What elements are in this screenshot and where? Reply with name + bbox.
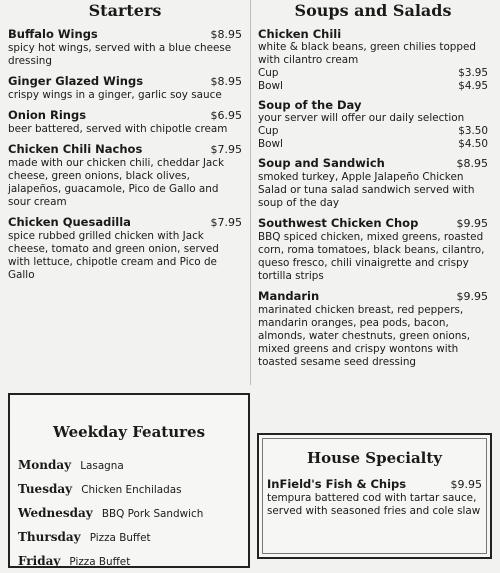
feature-item: Chicken Enchiladas xyxy=(81,484,182,496)
menu-item xyxy=(8,215,242,282)
weekday-features-title: Weekday Features xyxy=(52,423,206,441)
item-price: $7.95 xyxy=(210,216,242,229)
menu-item-soup-of-day xyxy=(258,98,488,150)
feature-day: Wednesday xyxy=(18,506,93,520)
feature-row xyxy=(18,549,248,573)
feature-item: Pizza Buffet xyxy=(89,532,151,544)
feature-item: Lasagna xyxy=(80,460,124,472)
feature-day: Monday xyxy=(18,458,72,472)
item-name: Chicken Quesadilla xyxy=(8,215,131,229)
house-specialty-box xyxy=(257,433,492,559)
soups-section xyxy=(258,0,488,375)
feature-row xyxy=(18,453,248,477)
size-price: $4.95 xyxy=(458,79,488,92)
size-row-cup xyxy=(258,67,488,80)
item-description: made with our chicken chili, cheddar Jack cheese, green onions, black olives, jalapeños, guacamole, Pico de Gallo and sour cream xyxy=(8,157,225,208)
item-price: $8.95 xyxy=(456,157,488,170)
menu-item xyxy=(8,108,242,136)
item-price: $9.95 xyxy=(456,217,488,230)
size-label: Bowl xyxy=(258,79,283,92)
size-price: $3.50 xyxy=(458,125,488,137)
feature-row xyxy=(18,501,248,525)
item-description: white & black beans, green chilies topped with cilantro cream xyxy=(258,41,476,66)
menu-item-fish-chips xyxy=(267,477,482,518)
item-price: $7.95 xyxy=(210,143,242,156)
feature-row xyxy=(18,525,248,549)
menu-item xyxy=(8,74,242,102)
item-description: beer battered, served with chipotle cream xyxy=(8,123,228,135)
item-price: $9.95 xyxy=(450,478,482,491)
item-description: crispy wings in a ginger, garlic soy sauce xyxy=(8,89,222,101)
column-divider xyxy=(250,0,251,385)
item-price: $9.95 xyxy=(456,290,488,303)
soups-title: Soups and Salads xyxy=(294,1,452,20)
item-description: smoked turkey, Apple Jalapeño Chicken Salad or tuna salad sandwich served with soup of the day xyxy=(258,171,475,209)
item-name: Onion Rings xyxy=(8,108,87,122)
item-price: $8.95 xyxy=(210,28,242,41)
size-row-cup xyxy=(258,125,488,138)
item-price: $6.95 xyxy=(210,109,242,122)
menu-item xyxy=(258,216,488,283)
size-label: Cup xyxy=(258,125,279,137)
item-name: Mandarin xyxy=(258,289,320,303)
item-description: spice rubbed grilled chicken with Jack cheese, tomato and green onion, served with lettuce, chipotle cream and Pico de Gallo xyxy=(8,230,219,281)
feature-day: Thursday xyxy=(18,530,81,544)
item-price: $8.95 xyxy=(210,75,242,88)
house-specialty-title: House Specialty xyxy=(306,449,443,467)
item-description: spicy hot wings, served with a blue cheese dressing xyxy=(8,42,232,67)
size-price: $4.50 xyxy=(458,137,488,150)
menu-item-chicken-chili xyxy=(258,27,488,92)
item-name: Chicken Chili xyxy=(258,27,342,41)
item-name: InField's Fish & Chips xyxy=(267,477,407,491)
item-name: Soup and Sandwich xyxy=(258,156,385,170)
feature-item: Pizza Buffet xyxy=(69,556,131,568)
feature-day: Friday xyxy=(18,554,61,568)
feature-row xyxy=(18,477,248,501)
item-name: Buffalo Wings xyxy=(8,27,98,41)
item-description: tempura battered cod with tartar sauce, served with seasoned fries and cole slaw xyxy=(267,492,481,517)
menu-item xyxy=(8,27,242,68)
item-name: Ginger Glazed Wings xyxy=(8,74,144,88)
size-row-bowl xyxy=(258,80,488,93)
size-label: Cup xyxy=(258,67,279,79)
item-description: your server will offer our daily selection xyxy=(258,112,465,124)
item-description: marinated chicken breast, red peppers, mandarin oranges, pea pods, bacon, almonds, water chestnuts, green onions, mixed greens and crispy wontons with toasted sesame seed dressing xyxy=(258,304,471,368)
menu-item xyxy=(258,289,488,369)
item-description: BBQ spiced chicken, mixed greens, roasted corn, roma tomatoes, black beans, cilantro, queso fresco, chili vinaigrette and crispy tortilla strips xyxy=(258,231,485,282)
menu-item xyxy=(258,156,488,210)
feature-item: BBQ Pork Sandwich xyxy=(101,508,204,520)
menu-item xyxy=(8,142,242,209)
starters-section xyxy=(8,0,242,288)
feature-day: Tuesday xyxy=(18,482,73,496)
size-row-bowl xyxy=(258,138,488,151)
size-label: Bowl xyxy=(258,137,283,150)
item-name: Soup of the Day xyxy=(258,98,362,112)
weekday-features-box xyxy=(8,393,250,568)
size-price: $3.95 xyxy=(458,67,488,79)
item-name: Southwest Chicken Chop xyxy=(258,216,419,230)
starters-title: Starters xyxy=(88,1,162,20)
item-name: Chicken Chili Nachos xyxy=(8,142,143,156)
